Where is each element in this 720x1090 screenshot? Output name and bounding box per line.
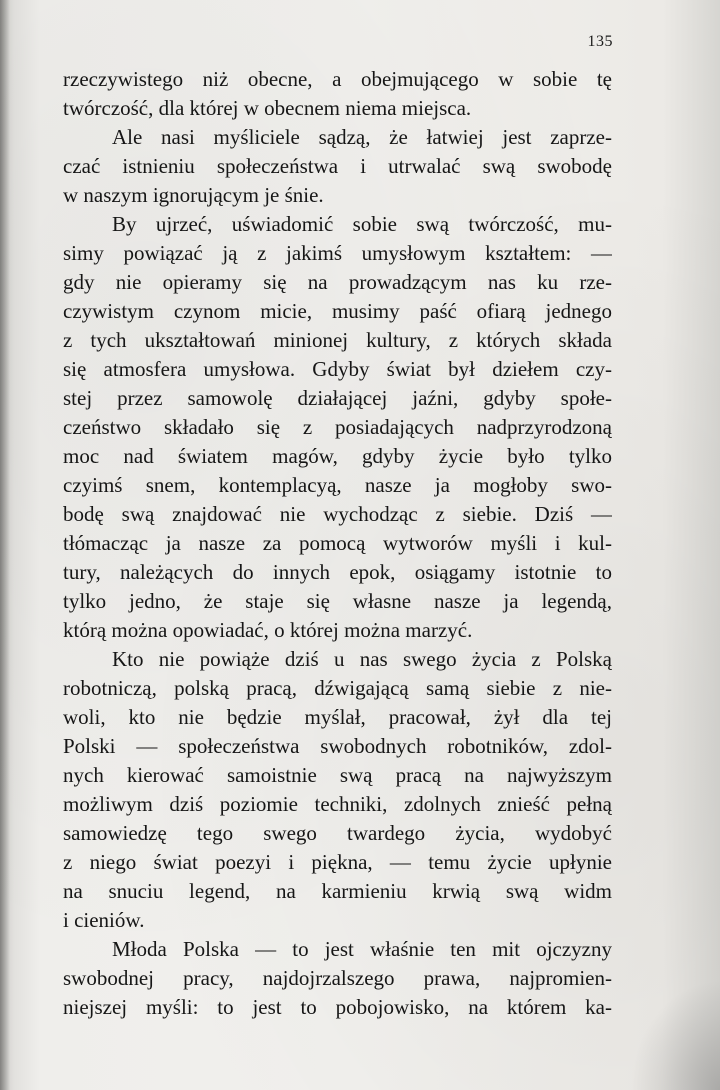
text-line: simy powiązać ją z jakimś umysłowym kształtem: —	[63, 241, 612, 265]
text-line: bodę swą znajdować nie wychodząc z siebie. Dziś —	[63, 502, 612, 526]
text-line: Młoda Polska — to jest właśnie ten mit ojczyzny	[112, 937, 612, 961]
text-line: stej przez samowolę działającej jaźni, gdyby społe-	[63, 386, 612, 410]
text-line: nych kierować samoistnie swą pracą na najwyższym	[63, 763, 612, 787]
text-line: tylko jedno, że staje się własne nasze ja legendą,	[63, 589, 612, 613]
text-line: swobodnej pracy, najdojrzalszego prawa, najpromien-	[63, 966, 612, 990]
text-line: czyimś snem, kontemplacyą, nasze ja mogłoby swo-	[63, 473, 612, 497]
text-line: moc nad światem magów, gdyby życie było tylko	[63, 444, 612, 468]
text-line: się atmosfera umysłowa. Gdyby świat był dziełem czy-	[63, 357, 612, 381]
text-line: na snuciu legend, na karmieniu krwią swą widm	[63, 879, 612, 903]
text-line: którą można opowiadać, o której można marzyć.	[63, 618, 473, 642]
text-line: czać istnieniu społeczeństwa i utrwalać swą swobodę	[63, 154, 612, 178]
text-line: woli, kto nie będzie myślał, pracował, żył dla tej	[63, 705, 612, 729]
text-line: niejszej myśli: to jest to pobojowisko, na którem ka-	[63, 995, 612, 1019]
text-line: rzeczywistego niż obecne, a obejmującego w sobie tę	[63, 67, 612, 91]
paragraph	[63, 65, 612, 123]
corner-wear	[630, 980, 720, 1090]
text-line: robotniczą, polską pracą, dźwigającą samą siebie z nie-	[63, 676, 612, 700]
text-line: czeństwo składało się z posiadających nadprzyrodzoną	[63, 415, 612, 439]
text-line: samowiedzę tego swego twardego życia, wydobyć	[63, 821, 612, 845]
text-line: z niego świat poezyi i piękna, — temu życie upłynie	[63, 850, 612, 874]
text-line: Kto nie powiąże dziś u nas swego życia z Polską	[112, 647, 612, 671]
paragraph	[63, 645, 612, 935]
text-line: czywistym czynom micie, musimy paść ofiarą jednego	[63, 299, 612, 323]
text-line: By ujrzeć, uświadomić sobie swą twórczość, mu-	[112, 212, 612, 236]
paragraph	[63, 123, 612, 210]
text-line: Polski — społeczeństwa swobodnych robotników, zdol-	[63, 734, 612, 758]
text-line: tury, należących do innych epok, osiągamy istotnie to	[63, 560, 612, 584]
text-line: z tych ukształtowań minionej kultury, z których składa	[63, 328, 612, 352]
text-line: i cieniów.	[63, 908, 145, 932]
text-line: tłómacząc ja nasze za pomocą wytworów myśli i kul-	[63, 531, 612, 555]
text-line: twórczość, dla której w obecnem niema miejsca.	[63, 96, 472, 120]
text-line: w naszym ignorującym je śnie.	[63, 183, 324, 207]
text-line: gdy nie opieramy się na prowadzącym nas ku rze-	[63, 270, 612, 294]
text-line: Ale nasi myśliciele sądzą, że łatwiej jest zaprze-	[112, 125, 612, 149]
paragraph	[63, 210, 612, 645]
spine-shadow	[0, 0, 10, 1090]
text-line: możliwym dziś poziomie techniki, zdolnych znieść pełną	[63, 792, 612, 816]
paragraph	[63, 935, 612, 1022]
page-number: 135	[587, 33, 613, 50]
body-text	[63, 65, 612, 1022]
